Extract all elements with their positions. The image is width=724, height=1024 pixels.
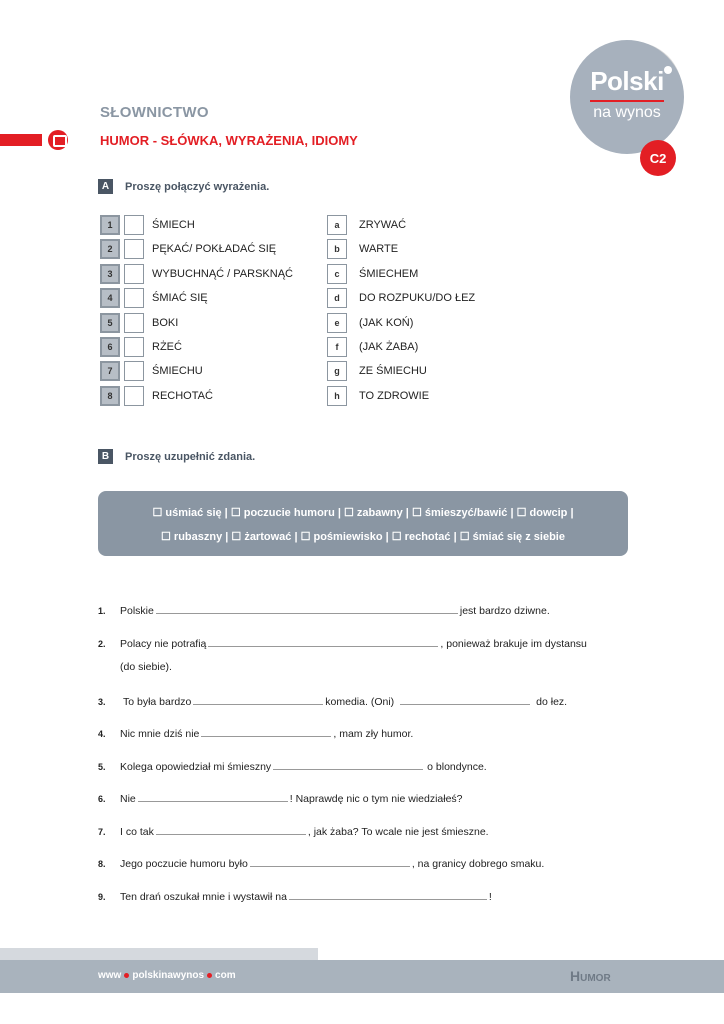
sentence-number: 3. (98, 697, 106, 707)
sentence-4 (98, 726, 413, 740)
match-left-row (100, 337, 182, 357)
answer-box[interactable] (124, 337, 144, 357)
sentence-text: ! Naprawdę nic o tym nie wiedziałeś? (289, 793, 463, 805)
sentence-3 (98, 694, 567, 708)
answer-blank[interactable] (273, 759, 423, 770)
sentence-text: Polacy nie potrafią (120, 638, 207, 650)
item-letter: h (327, 386, 347, 406)
item-letter: a (327, 215, 347, 235)
section-label: SŁOWNICTWO (100, 104, 209, 121)
sentence-text: ! (488, 891, 492, 903)
word-bank-line-1: ☐ uśmiać się | ☐ poczucie humoru | ☐ zabawny | ☐ śmieszyć/bawić | ☐ dowcip | (152, 507, 574, 519)
sentence-text: , jak żaba? To wcale nie jest śmieszne. (307, 826, 489, 838)
answer-blank[interactable] (201, 726, 331, 737)
topic-title: HUMOR - SŁÓWKA, WYRAŻENIA, IDIOMY (100, 133, 358, 148)
answer-box[interactable] (124, 361, 144, 381)
sentence-text: Nie (120, 793, 136, 805)
item-letter: g (327, 361, 347, 381)
sentence-6 (98, 791, 463, 805)
item-number: 4 (100, 288, 120, 308)
sentence-7 (98, 824, 489, 838)
speech-bubble-icon (48, 130, 68, 150)
footer-url-part: polskinawynos (132, 970, 205, 981)
match-left-row (100, 239, 276, 259)
answer-box[interactable] (124, 288, 144, 308)
sentence-text: komedia. (Oni) (325, 696, 395, 708)
match-left-text: BOKI (152, 316, 179, 329)
item-letter: b (327, 239, 347, 259)
match-left-row (100, 361, 203, 381)
answer-blank[interactable] (208, 636, 438, 647)
item-number: 8 (100, 386, 120, 406)
sentence-text: Nic mnie dziś nie (120, 728, 200, 740)
red-dot-icon (207, 973, 212, 978)
logo-title: Polski (590, 66, 664, 96)
match-left-row (100, 386, 213, 406)
logo-underline (590, 100, 664, 102)
task-b-header (98, 449, 255, 464)
sentence-5 (98, 759, 487, 773)
sentence-text: jest bardzo dziwne. (459, 605, 550, 617)
footer-url-part: com (215, 970, 236, 981)
match-right-text: ZE ŚMIECHU (359, 365, 427, 378)
item-number: 7 (100, 361, 120, 381)
answer-box[interactable] (124, 215, 144, 235)
task-a-header (98, 179, 269, 194)
sentence-8 (98, 856, 544, 870)
match-left-row (100, 264, 293, 284)
sentence-number: 1. (98, 606, 106, 616)
footer-url[interactable] (98, 970, 236, 981)
footer-url-part: www (98, 970, 122, 981)
word-bank-line-2: ☐ rubaszny | ☐ żartować | ☐ pośmiewisko | ☐ rechotać | ☐ śmiać się z siebie (161, 531, 565, 543)
item-number: 3 (100, 264, 120, 284)
red-dot-icon (124, 973, 129, 978)
item-number: 6 (100, 337, 120, 357)
answer-box[interactable] (124, 386, 144, 406)
word-bank (98, 491, 628, 556)
match-left-text: RŻEĆ (152, 341, 182, 353)
answer-blank[interactable] (289, 889, 487, 900)
match-right-row (327, 239, 398, 259)
item-number: 2 (100, 239, 120, 259)
answer-blank[interactable] (250, 856, 410, 867)
sentence-text: Jego poczucie humoru było (120, 858, 248, 870)
footer-tab (0, 948, 318, 960)
match-right-text: WARTE (359, 243, 399, 256)
sentence-1 (98, 603, 550, 617)
match-right-text: ZRYWAĆ (359, 219, 407, 231)
sentence-number: 8. (98, 859, 106, 869)
sentence-2-continuation: (do siebie). (120, 661, 172, 673)
sentence-text: , mam zły humor. (333, 728, 414, 740)
answer-box[interactable] (124, 264, 144, 284)
task-a-instruction: Proszę połączyć wyrażenia. (125, 180, 270, 193)
task-a-letter: A (98, 179, 113, 194)
answer-blank[interactable] (138, 791, 288, 802)
match-right-text: TO ZDROWIE (359, 389, 430, 402)
match-left-row (100, 313, 178, 333)
item-number: 1 (100, 215, 120, 235)
item-letter: f (327, 337, 347, 357)
sentence-9 (98, 889, 492, 903)
match-right-row (327, 288, 475, 308)
sentence-number: 4. (98, 729, 106, 739)
sentence-text: Kolega opowiedział mi śmieszny (120, 761, 272, 773)
footer-topic: Humor (570, 968, 611, 984)
sentence-text: Polskie (120, 605, 154, 617)
sentence-text: , ponieważ brakuje im dystansu (440, 638, 587, 650)
answer-box[interactable] (124, 239, 144, 259)
red-accent-bar (0, 134, 42, 146)
match-right-text: (JAK KOŃ) (359, 316, 414, 329)
item-letter: d (327, 288, 347, 308)
match-right-row (327, 337, 418, 357)
logo (570, 40, 684, 154)
sentence-number: 6. (98, 794, 106, 804)
match-right-row (327, 313, 413, 333)
match-left-row (100, 288, 208, 308)
task-b-letter: B (98, 449, 113, 464)
logo-dot (664, 66, 672, 74)
match-right-row (327, 215, 406, 235)
sentence-2 (98, 636, 587, 650)
match-right-text: ŚMIECHEM (359, 267, 419, 280)
match-left-text: ŚMIECH (152, 219, 195, 231)
match-left-text: RECHOTAĆ (152, 389, 213, 402)
match-right-text: DO ROZPUKU/DO ŁEZ (359, 292, 476, 305)
sentence-number: 9. (98, 892, 106, 902)
sentence-text: To była bardzo (123, 696, 192, 708)
match-left-row (100, 215, 195, 235)
answer-blank[interactable] (193, 694, 323, 705)
sentence-text: Ten drań oszukał mnie i wystawił na (120, 891, 287, 903)
sentence-number: 7. (98, 827, 106, 837)
sentence-text: I co tak (120, 826, 154, 838)
level-badge: C2 (640, 140, 676, 176)
match-left-text: WYBUCHNĄĆ / PARSKNĄĆ (152, 267, 293, 280)
task-b-instruction: Proszę uzupełnić zdania. (125, 450, 256, 463)
match-right-row (327, 264, 418, 284)
item-letter: c (327, 264, 347, 284)
answer-box[interactable] (124, 313, 144, 333)
match-right-row (327, 386, 429, 406)
item-number: 5 (100, 313, 120, 333)
match-right-row (327, 361, 427, 381)
logo-subtitle: na wynos (593, 104, 661, 121)
sentence-number: 5. (98, 762, 106, 772)
match-left-text: ŚMIAĆ SIĘ (152, 292, 208, 305)
item-letter: e (327, 313, 347, 333)
match-left-text: ŚMIECHU (152, 365, 203, 378)
sentence-text: o blondynce. (427, 761, 487, 773)
match-right-text: (JAK ŻABA) (359, 341, 419, 353)
answer-blank[interactable] (156, 603, 458, 614)
sentence-text: do łez. (536, 696, 568, 708)
sentence-number: 2. (98, 639, 106, 649)
match-left-text: PĘKAĆ/ POKŁADAĆ SIĘ (152, 243, 277, 256)
answer-blank[interactable] (156, 824, 306, 835)
sentence-text: , na granicy dobrego smaku. (411, 858, 545, 870)
answer-blank[interactable] (400, 694, 530, 705)
